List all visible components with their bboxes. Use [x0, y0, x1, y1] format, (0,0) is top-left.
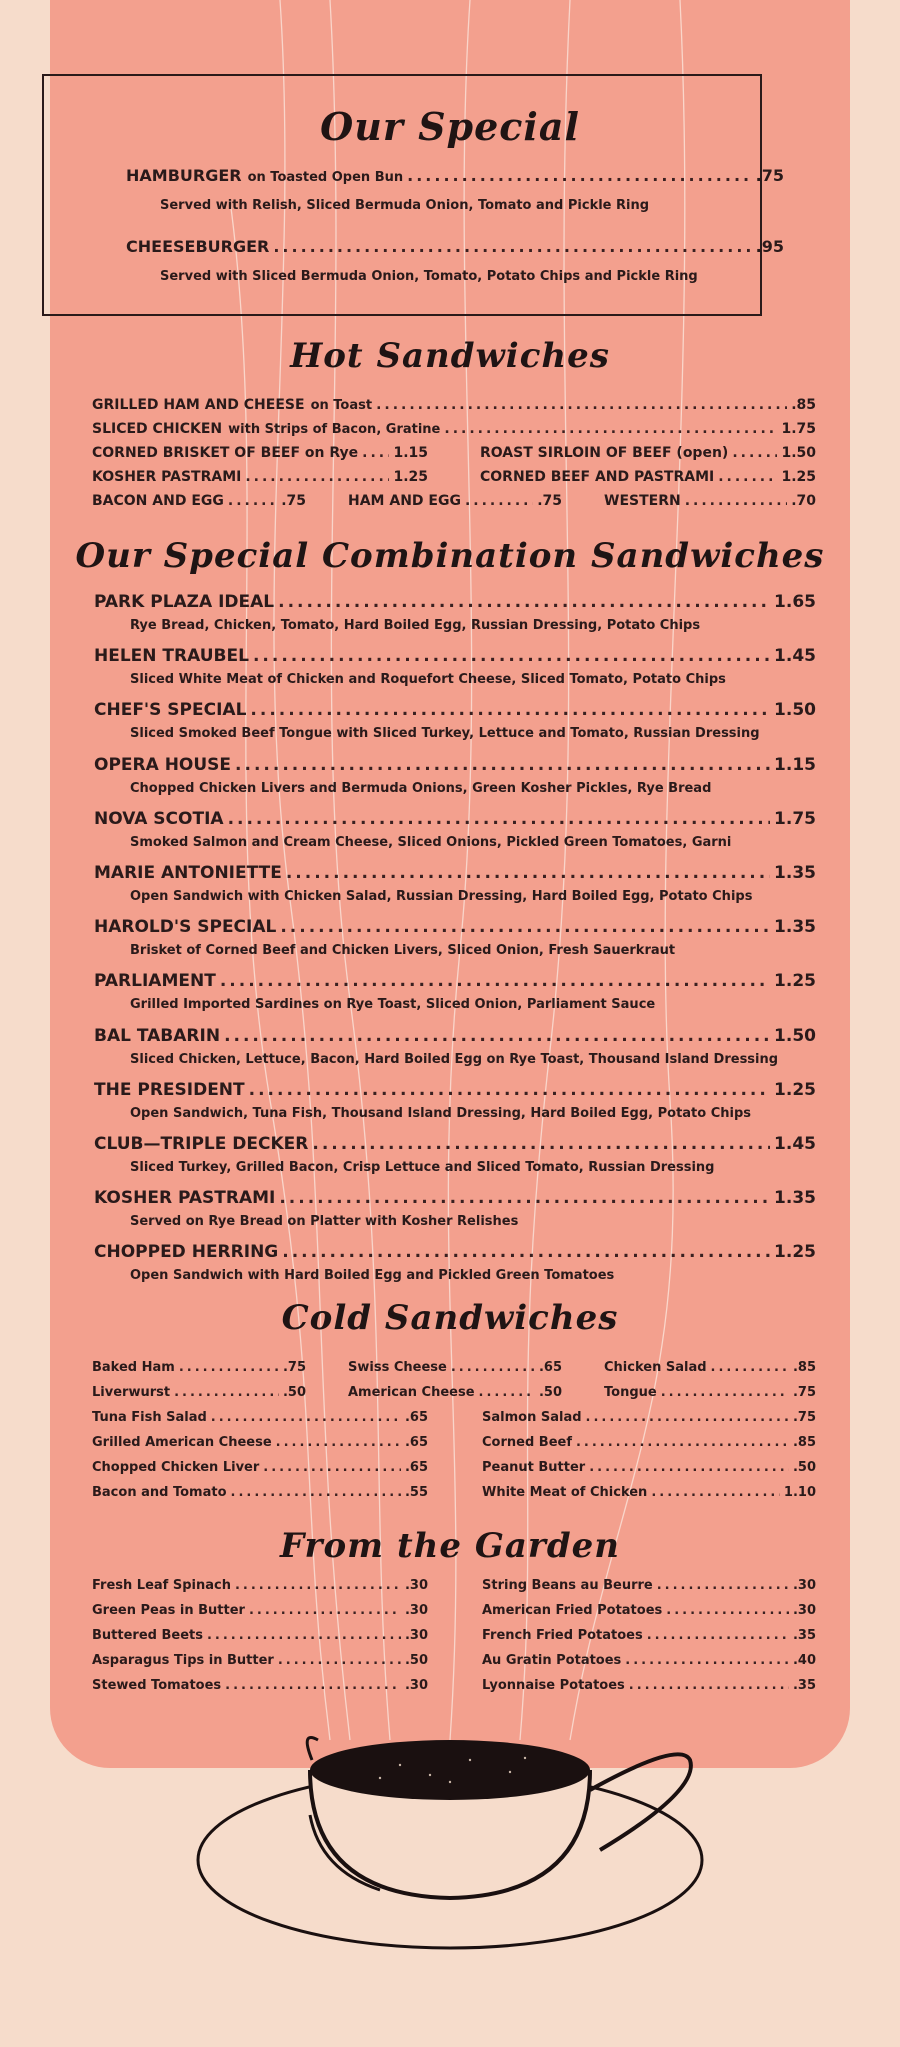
item-price: 1.50 — [774, 1025, 816, 1046]
item-name: BACON AND EGG — [92, 493, 224, 509]
item-name: MARIE ANTONIETTE — [94, 863, 282, 883]
item-name: Green Peas in Butter — [92, 1603, 245, 1618]
hot-item — [604, 493, 816, 509]
garden-item — [482, 1628, 816, 1643]
leader-dots — [228, 493, 277, 509]
garden-item — [482, 1653, 816, 1668]
cold-item — [482, 1435, 816, 1450]
item-name: Lyonnaise Potatoes — [482, 1678, 625, 1693]
leader-dots — [249, 1080, 770, 1100]
item-price: .75 — [281, 493, 306, 509]
leader-dots — [657, 1578, 789, 1593]
garden-item — [482, 1603, 816, 1618]
item-name: American Cheese — [348, 1385, 475, 1400]
item-price: .30 — [404, 1578, 428, 1593]
hot-item — [92, 397, 816, 413]
leader-dots — [444, 421, 777, 437]
item-price: .70 — [791, 493, 816, 509]
combo-item — [94, 1134, 816, 1154]
leader-dots — [278, 1653, 401, 1668]
item-price: .40 — [792, 1653, 816, 1668]
item-price: .85 — [792, 1435, 816, 1450]
hot-item — [92, 493, 306, 509]
combo-item — [94, 646, 816, 666]
garden-item — [92, 1653, 428, 1668]
section-title-from-the-garden: From the Garden — [280, 1526, 620, 1566]
item-price: .75 — [537, 493, 562, 509]
leader-dots — [276, 1435, 401, 1450]
leader-dots — [245, 469, 389, 485]
item-name: Chopped Chicken Liver — [92, 1460, 260, 1475]
item-name: KOSHER PASTRAMI — [94, 1188, 276, 1209]
cold-item — [348, 1385, 562, 1400]
combo-item-desc: Brisket of Corned Beef and Chicken Livers, Sliced Onion, Fresh Sauerkraut — [130, 943, 676, 959]
leader-dots — [286, 863, 770, 883]
hot-item — [92, 445, 428, 461]
item-name: WESTERN — [604, 493, 681, 509]
item-price: .30 — [404, 1628, 428, 1643]
item-note: with Strips of Bacon, Gratine — [228, 422, 441, 437]
item-name: GRILLED HAM AND CHEESE — [92, 397, 305, 413]
item-name: ROAST SIRLOIN OF BEEF (open) — [480, 445, 729, 461]
item-price: 1.25 — [774, 1079, 816, 1100]
leader-dots — [273, 237, 751, 256]
leader-dots — [250, 700, 770, 720]
item-price: 1.35 — [774, 1188, 816, 1209]
item-name: Chicken Salad — [604, 1360, 707, 1375]
item-name: CHEESEBURGER — [126, 237, 270, 256]
section-title-hot-sandwiches: Hot Sandwiches — [290, 336, 610, 376]
leader-dots — [362, 445, 389, 461]
leader-dots — [179, 1360, 279, 1375]
section-title-combination-sandwiches: Our Special Combination Sandwiches — [75, 536, 825, 576]
item-name: HAMBURGER — [126, 166, 242, 185]
leader-dots — [465, 493, 533, 509]
item-price: .95 — [755, 237, 784, 256]
combo-item-desc: Open Sandwich with Chicken Salad, Russian Dressing, Hard Boiled Egg, Potato Chips — [130, 889, 753, 904]
cold-item — [604, 1360, 816, 1375]
item-name: HAM AND EGG — [348, 493, 461, 509]
section-title-our-special: Our Special — [320, 104, 580, 149]
cold-item — [92, 1385, 306, 1400]
leader-dots — [376, 397, 787, 413]
combo-item — [94, 1080, 816, 1100]
leader-dots — [711, 1360, 789, 1375]
leader-dots — [586, 1410, 789, 1425]
item-name: French Fried Potatoes — [482, 1628, 643, 1643]
item-name: Grilled American Cheese — [92, 1435, 272, 1450]
cold-item — [482, 1485, 816, 1500]
combo-item — [94, 592, 816, 612]
garden-item — [92, 1678, 428, 1693]
garden-item — [482, 1678, 816, 1693]
item-name: HAROLD'S SPECIAL — [94, 917, 277, 938]
leader-dots — [263, 1460, 401, 1475]
leader-dots — [451, 1360, 535, 1375]
cold-item — [92, 1485, 428, 1500]
coffee-cup-icon — [0, 1720, 900, 2040]
item-name: White Meat of Chicken — [482, 1485, 648, 1500]
leader-dots — [625, 1653, 789, 1668]
item-price: 1.10 — [783, 1485, 816, 1500]
leader-dots — [228, 809, 770, 829]
leader-dots — [225, 1678, 401, 1693]
combo-item-desc: Sliced White Meat of Chicken and Roquefort Cheese, Sliced Tomato, Potato Chips — [130, 672, 726, 688]
item-price: .85 — [792, 1360, 816, 1375]
cold-item — [604, 1385, 816, 1400]
cold-item — [482, 1460, 816, 1475]
combo-item — [94, 1242, 816, 1262]
item-name: Liverwurst — [92, 1385, 171, 1400]
leader-dots — [279, 1188, 770, 1208]
item-price: .30 — [792, 1603, 816, 1618]
leader-dots — [647, 1628, 789, 1643]
garden-item — [482, 1578, 816, 1593]
combo-item — [94, 809, 816, 829]
hot-item — [92, 469, 428, 485]
item-name: Corned Beef — [482, 1435, 572, 1450]
item-name: Fresh Leaf Spinach — [92, 1578, 231, 1593]
item-price: 1.50 — [774, 700, 816, 721]
item-price: 1.15 — [393, 445, 428, 461]
item-price: 1.35 — [774, 863, 816, 883]
combo-item — [94, 917, 816, 937]
leader-dots — [661, 1385, 789, 1400]
garden-item — [92, 1628, 428, 1643]
special-item-desc: Served with Relish, Sliced Bermuda Onion, Tomato and Pickle Ring — [160, 198, 650, 213]
leader-dots — [235, 755, 770, 775]
item-name: String Beans au Beurre — [482, 1578, 653, 1593]
item-name: SLICED CHICKEN — [92, 421, 223, 437]
item-price: .50 — [792, 1460, 816, 1475]
item-price: 1.50 — [781, 445, 816, 461]
leader-dots — [253, 646, 770, 666]
item-price: 1.75 — [781, 421, 816, 437]
combo-item — [94, 755, 816, 775]
item-name: Bacon and Tomato — [92, 1485, 227, 1500]
leader-dots — [732, 445, 777, 461]
item-price: 1.35 — [774, 917, 816, 938]
item-name: CLUB—TRIPLE DECKER — [94, 1134, 309, 1154]
item-name: Asparagus Tips in Butter — [92, 1653, 274, 1668]
item-price: .65 — [404, 1460, 428, 1475]
leader-dots — [666, 1603, 789, 1618]
item-price: .65 — [404, 1435, 428, 1450]
hot-item — [348, 493, 562, 509]
hot-item — [480, 469, 816, 485]
item-name: HELEN TRAUBEL — [94, 646, 249, 667]
item-price: .30 — [404, 1603, 428, 1618]
leader-dots — [718, 469, 777, 485]
combo-item-desc: Grilled Imported Sardines on Rye Toast, Sliced Onion, Parliament Sauce — [130, 997, 656, 1013]
item-price: .75 — [282, 1360, 306, 1375]
hot-item — [92, 421, 816, 437]
item-name: PARLIAMENT — [94, 971, 216, 992]
item-name: Swiss Cheese — [348, 1360, 447, 1375]
item-price: 1.15 — [774, 754, 816, 775]
special-item — [126, 237, 784, 256]
item-price: 1.25 — [774, 971, 816, 992]
leader-dots — [282, 1242, 770, 1262]
leader-dots — [685, 493, 787, 509]
leader-dots — [407, 166, 752, 185]
item-name: Stewed Tomatoes — [92, 1678, 222, 1693]
leader-dots — [211, 1410, 401, 1425]
item-name: Baked Ham — [92, 1360, 175, 1375]
item-note: on Toast — [310, 398, 373, 413]
item-name: NOVA SCOTIA — [94, 808, 224, 829]
cold-item — [92, 1435, 428, 1450]
item-price: 1.65 — [774, 592, 816, 612]
item-name: CHOPPED HERRING — [94, 1242, 279, 1263]
combo-item-desc: Sliced Turkey, Grilled Bacon, Crisp Lettuce and Sliced Tomato, Russian Dressing — [130, 1160, 715, 1175]
leader-dots — [280, 917, 770, 937]
item-price: .35 — [792, 1628, 816, 1643]
leader-dots — [174, 1385, 279, 1400]
combo-item-desc: Chopped Chicken Livers and Bermuda Onions, Green Kosher Pickles, Rye Bread — [130, 780, 712, 796]
combo-item — [94, 1026, 816, 1046]
cold-item — [92, 1360, 306, 1375]
leader-dots — [231, 1485, 401, 1500]
item-name: Tuna Fish Salad — [92, 1410, 207, 1425]
item-name: Salmon Salad — [482, 1410, 582, 1425]
item-price: 1.75 — [774, 808, 816, 829]
combo-item — [94, 863, 816, 883]
leader-dots — [589, 1460, 789, 1475]
item-price: 1.25 — [393, 469, 428, 485]
item-name: CORNED BRISKET OF BEEF on Rye — [92, 445, 359, 461]
combo-item-desc: Served on Rye Bread on Platter with Kosher Relishes — [130, 1214, 519, 1230]
item-price: .50 — [282, 1385, 306, 1400]
leader-dots — [249, 1603, 401, 1618]
leader-dots — [576, 1435, 789, 1450]
item-price: .75 — [792, 1385, 816, 1400]
item-price: .85 — [791, 397, 816, 413]
leader-dots — [278, 592, 770, 612]
garden-item — [92, 1603, 428, 1618]
item-note: on Toasted Open Bun — [247, 170, 404, 185]
item-price: .65 — [404, 1410, 428, 1425]
combo-item — [94, 971, 816, 991]
combo-item-desc: Open Sandwich with Hard Boiled Egg and Pickled Green Tomatoes — [130, 1268, 615, 1284]
combo-item — [94, 700, 816, 720]
leader-dots — [220, 971, 770, 991]
item-name: Buttered Beets — [92, 1628, 203, 1643]
item-price: .65 — [538, 1360, 562, 1375]
item-price: 1.45 — [774, 646, 816, 667]
item-price: .35 — [792, 1678, 816, 1693]
item-price: 1.25 — [774, 1242, 816, 1263]
item-name: PARK PLAZA IDEAL — [94, 592, 275, 612]
cold-item — [92, 1460, 428, 1475]
combo-item-desc: Sliced Chicken, Lettuce, Bacon, Hard Boiled Egg on Rye Toast, Thousand Island Dressing — [130, 1051, 779, 1067]
leader-dots — [479, 1385, 535, 1400]
combo-item-desc: Rye Bread, Chicken, Tomato, Hard Boiled Egg, Russian Dressing, Potato Chips — [130, 618, 701, 633]
combo-item — [94, 1188, 816, 1208]
item-name: American Fried Potatoes — [482, 1603, 663, 1618]
item-name: BAL TABARIN — [94, 1025, 221, 1046]
garden-item — [92, 1578, 428, 1593]
item-name: Au Gratin Potatoes — [482, 1653, 622, 1668]
item-price: .50 — [538, 1385, 562, 1400]
item-price: .75 — [755, 166, 784, 185]
leader-dots — [651, 1485, 780, 1500]
item-name: CHEF'S SPECIAL — [94, 700, 247, 721]
item-price: 1.45 — [774, 1134, 816, 1154]
leader-dots — [629, 1678, 789, 1693]
special-item-desc: Served with Sliced Bermuda Onion, Tomato, Potato Chips and Pickle Ring — [160, 269, 698, 284]
item-price: .75 — [792, 1410, 816, 1425]
item-price: .30 — [404, 1678, 428, 1693]
item-price: 1.25 — [781, 469, 816, 485]
special-item — [126, 166, 784, 185]
item-price: .50 — [404, 1653, 428, 1668]
hot-item — [480, 445, 816, 461]
combo-item-desc: Smoked Salmon and Cream Cheese, Sliced Onions, Pickled Green Tomatoes, Garni — [130, 834, 732, 850]
leader-dots — [224, 1026, 770, 1046]
item-name: Tongue — [604, 1385, 657, 1400]
item-name: CORNED BEEF AND PASTRAMI — [480, 469, 715, 485]
cold-item — [92, 1410, 428, 1425]
item-name: OPERA HOUSE — [94, 754, 232, 775]
item-price: .55 — [404, 1485, 428, 1500]
item-name: Peanut Butter — [482, 1460, 586, 1475]
leader-dots — [207, 1628, 401, 1643]
item-price: .30 — [792, 1578, 816, 1593]
section-title-cold-sandwiches: Cold Sandwiches — [281, 1298, 619, 1338]
item-name: KOSHER PASTRAMI — [92, 469, 242, 485]
cold-item — [482, 1410, 816, 1425]
combo-item-desc: Open Sandwich, Tuna Fish, Thousand Island Dressing, Hard Boiled Egg, Potato Chips — [130, 1105, 752, 1121]
leader-dots — [312, 1134, 770, 1154]
leader-dots — [235, 1578, 401, 1593]
item-name: THE PRESIDENT — [94, 1079, 245, 1100]
combo-item-desc: Sliced Smoked Beef Tongue with Sliced Turkey, Lettuce and Tomato, Russian Dressing — [130, 726, 760, 742]
cold-item — [348, 1360, 562, 1375]
